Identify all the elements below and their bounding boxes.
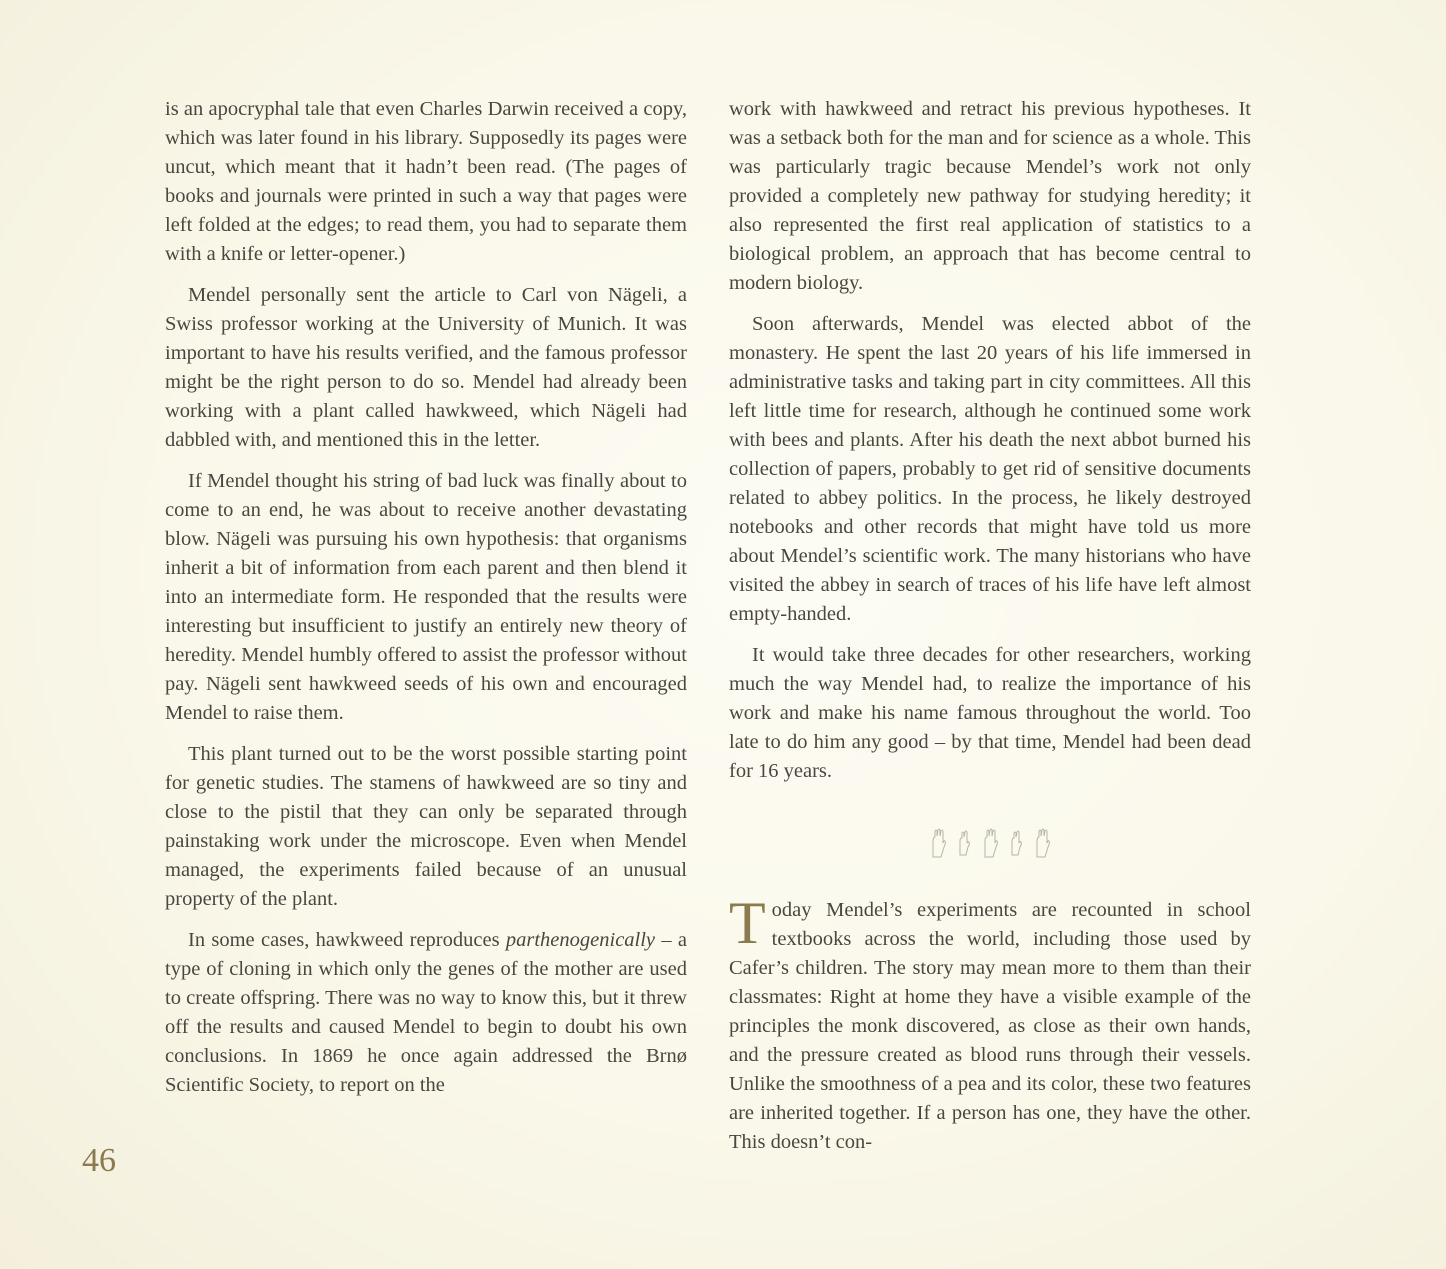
left-column	[165, 95, 687, 1112]
hand-icon	[981, 827, 999, 859]
hand-icon	[929, 827, 947, 859]
hands-ornament-icon	[729, 826, 1251, 860]
drop-cap: T	[729, 890, 766, 956]
paragraph: Mendel personally sent the article to Carl von Nägeli, a Swiss professor working at the University of Munich. It was important to have his results verified, and the famous professor might be the right person to do so. Mendel had already been working with a plant called hawkweed, which Nägeli had dabbled with, and mentioned this in the letter.	[165, 284, 687, 451]
hand-icon	[1033, 827, 1051, 859]
paragraph: Soon afterwards, Mendel was elected abbot of the monastery. He spent the last 20 years of his life immersed in administrative tasks and taking part in city committees. All this left little time for research, although he continued some work with bees and plants. After his death the next abbot burned his collection of papers, probably to get rid of sensitive documents related to abbey politics. In the process, he likely destroyed notebooks and other records that might have told us more about Mendel’s scientific work. The many historians who have visited the abbey in search of traces of his life have left almost empty-handed.	[729, 313, 1251, 625]
paragraph	[729, 890, 1251, 1157]
italic-term: parthenogenically	[505, 929, 656, 951]
hand-icon	[1009, 829, 1023, 857]
page-number: 46	[82, 1142, 116, 1179]
paragraph: is an apocryphal tale that even Charles Darwin received a copy, which was later found in his library. Supposedly its pages were uncut, which meant that it hadn’t been read. (The pages of books and journals were printed in such a way that pages were left folded at the edges; to read them, you had to separate them with a knife or letter-opener.)	[165, 98, 687, 265]
right-column	[729, 95, 1251, 1169]
paragraph: This plant turned out to be the worst possible starting point for genetic studies. The stamens of hawkweed are so tiny and close to the pistil that they can only be separated through painstaking work under the microscope. Even when Mendel managed, the experiments failed because of an unusual property of the plant.	[165, 743, 687, 910]
hand-icon	[957, 829, 971, 857]
paragraph	[165, 926, 687, 1100]
paragraph: It would take three decades for other researchers, working much the way Mendel had, to realize the importance of his work and make his name famous throughout the world. Too late to do him any good – by that time, Mendel had been dead for 16 years.	[729, 644, 1251, 782]
paragraph: work with hawkweed and retract his previous hypotheses. It was a setback both for the man and for science as a whole. This was particularly tragic because Mendel’s work not only provided a completely new pathway for studying heredity; it also represented the first real application of statistics to a biological problem, an approach that has become central to modern biology.	[729, 98, 1251, 294]
paragraph-text: – a type of cloning in which only the genes of the mother are used to create offspring. There was no way to know this, but it threw off the results and caused Mendel to begin to doubt his own conclusions. In 1869 he once again addressed the Brnø Scientific Society, to report on the	[165, 929, 688, 1096]
paragraph: If Mendel thought his string of bad luck was finally about to come to an end, he was about to receive another devastating blow. Nägeli was pursuing his own hypothesis: that organisms inherit a bit of information from each parent and then blend it into an intermediate form. He responded that the results were interesting but insufficient to justify an entirely new theory of heredity. Mendel humbly offered to assist the professor without pay. Nägeli sent hawkweed seeds of his own and encouraged Mendel to raise them.	[165, 470, 687, 724]
paragraph-text: oday Mendel’s experiments are recounted in school textbooks across the world, including those used by Cafer’s children. The story may mean more to them than their classmates: Right at home they have a visible example of the principles the monk discovered, as close as their own hands, and the pressure created as blood runs through their vessels. Unlike the smoothness of a pea and its color, these two features are inherited together. If a person has one, they have the other. This doesn’t con-	[729, 899, 1251, 1153]
paragraph-text: In some cases, hawkweed reproduces	[188, 929, 506, 951]
